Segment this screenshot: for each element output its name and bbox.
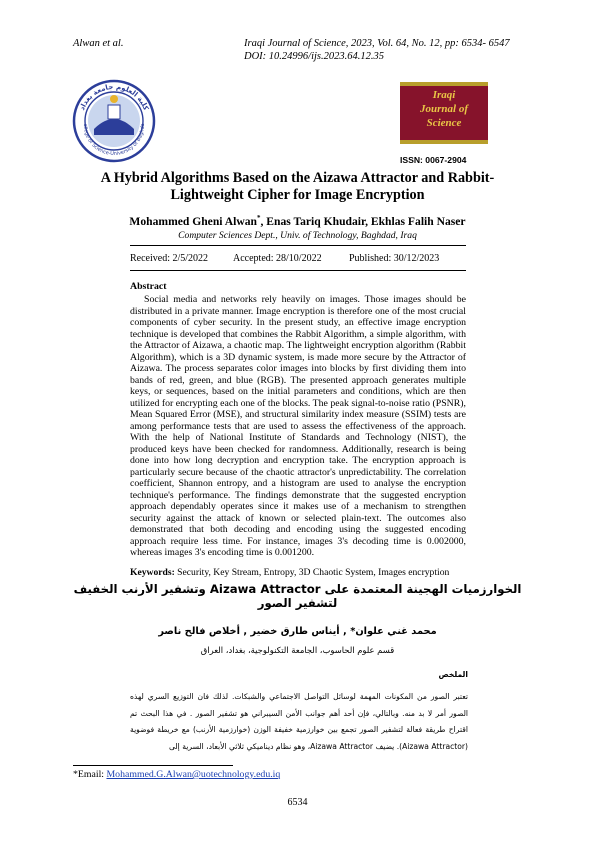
- arabic-authors: محمد غني علوان* , أيناس طارق خضير , أخلاص فالح ناصر: [158, 626, 437, 637]
- author-1: Mohammed Gheni Alwan: [129, 214, 257, 228]
- abstract-body: Social media and networks rely heavily on images. Those images should be distributed in a private manner. Image encryption is therefore one of the most crucial components of cyber security. In the present study, an effective image encryption technique is developed that combines the Rabbit Algorithm, a simple algorithm, with the Attractor of Aizawa, a chaotic map. The lightweight encryption algorithm (Rabbit Algorithm), which is a 3D dynamic system, is made more secure by the Attractor of Aizawa. The process separates color images into blocks by first dividing them into bands of red, green, and blue (RGB). The presented approach generates multiple keys, or sequences, based on the initial parameters and conditions, which are then utilized for encrypting each one of the blocks. The peak signal-to-noise ratio (PSNR), Mean Squared Error (MSE), and structural similarity index measure (SSIM) tests are among performance tests that are used to assess the effectiveness of the approach. With the help of National Institute of Standards and Technology (NIST), the produced keys have been checked for randomness. Additionally, research is being done into how long decryption and encryption take. The encryption approach is particularly secure because of the chaotic attractor's unpredictability. The correlation coefficient, Shannon entropy, and a histogram are used to analyse the encryption technique's performance. The findings demonstrate that the suggested encryption approach dependably operates since it makes use of a mechanism to strengthen security against the attack of known or selected plain-text. The outcomes also demonstrated that both decoding and encoding using the suggested encoding approach require less time. For instance, images 3's decoding time is 0.002000, whereas images 3's encoding time is 0.001200.: [130, 294, 466, 558]
- seal-english-text: ollege of Science-University of Baghda: [81, 123, 147, 158]
- journal-logo-line1: Iraqi: [432, 89, 456, 101]
- accepted-date: Accepted: 28/10/2022: [233, 253, 322, 264]
- keywords-label: Keywords:: [130, 567, 175, 578]
- paper-title-line2: Lightweight Cipher for Image Encryption: [170, 187, 425, 203]
- arabic-affiliation: قسم علوم الحاسوب، الجامعة التكنولوجية، بغداد، العراق: [200, 645, 395, 655]
- arabic-abstract-body: تعتبر الصور من المكونات المهمة لوسائل التواصل الاجتماعي والشبكات. لذلك فان التوزيع السري لهذه الصور أمر لا بد منه. وبالتالي، فإن أحد أهم جوانب الأمن السيبراني هو تشفير الصور . في هذا البحث تم اقتراح طريقة فعالة لتشفير الصور تجمع بين خوارزمية خفيفة الوزن (خوارزمية الأرنب) مع خريطة فوضوية (Aizawa Attractor). يضيف Aizawa Attractor، وهو نظام ديناميكي ثلاثي الأبعاد، السرية إلى: [130, 692, 468, 751]
- running-header-journal: Iraqi Journal of Science, 2023, Vol. 64, No. 12, pp: 6534- 6547: [244, 38, 510, 49]
- divider: [130, 270, 466, 271]
- journal-logo-line3: Science: [426, 117, 462, 129]
- keywords-text: Security, Key Stream, Entropy, 3D Chaotic System, Images encryption: [174, 567, 450, 578]
- affiliation: Computer Sciences Dept., Univ. of Technology, Baghdad, Iraq: [178, 230, 417, 241]
- running-header-doi: DOI: 10.24996/ijs.2023.64.12.35: [244, 51, 384, 62]
- journal-logo-line2: Journal of: [420, 103, 468, 115]
- paper-title-line1: A Hybrid Algorithms Based on the Aizawa Attractor and Rabbit-: [100, 170, 495, 186]
- email-link[interactable]: Mohammed.G.Alwan@uotechnology.edu.iq: [106, 769, 281, 780]
- arabic-abstract-heading: الملخص: [438, 670, 468, 679]
- page-number: 6534: [287, 797, 308, 808]
- keywords: [130, 567, 466, 578]
- corresponding-mark: *: [256, 214, 261, 222]
- footnote-divider: [73, 765, 233, 766]
- received-date: Received: 2/5/2022: [130, 253, 209, 264]
- journal-logo: [400, 82, 488, 144]
- author-list: [60, 214, 535, 228]
- arabic-title: الخوارزميات الهجينة المعتمدة على Aizawa Attractor وتشفير الأرنب الخفيف لتشفير الصور: [73, 582, 522, 610]
- published-date: Published: 30/12/2023: [349, 253, 440, 264]
- issn-label: ISSN: 0067-2904: [400, 155, 467, 165]
- divider: [130, 245, 466, 246]
- abstract-heading: Abstract: [130, 281, 167, 292]
- paper-title: [60, 170, 535, 204]
- author-rest: , Enas Tariq Khudair, Ekhlas Falih Naser: [260, 214, 466, 228]
- seal-arabic-text: كلية العلوم جامعة بغداد: [78, 82, 150, 112]
- footnote-label: *Email:: [73, 769, 107, 780]
- running-header-author: Alwan et al.: [73, 38, 124, 49]
- footnote: [73, 769, 280, 780]
- college-seal-logo: [72, 79, 156, 163]
